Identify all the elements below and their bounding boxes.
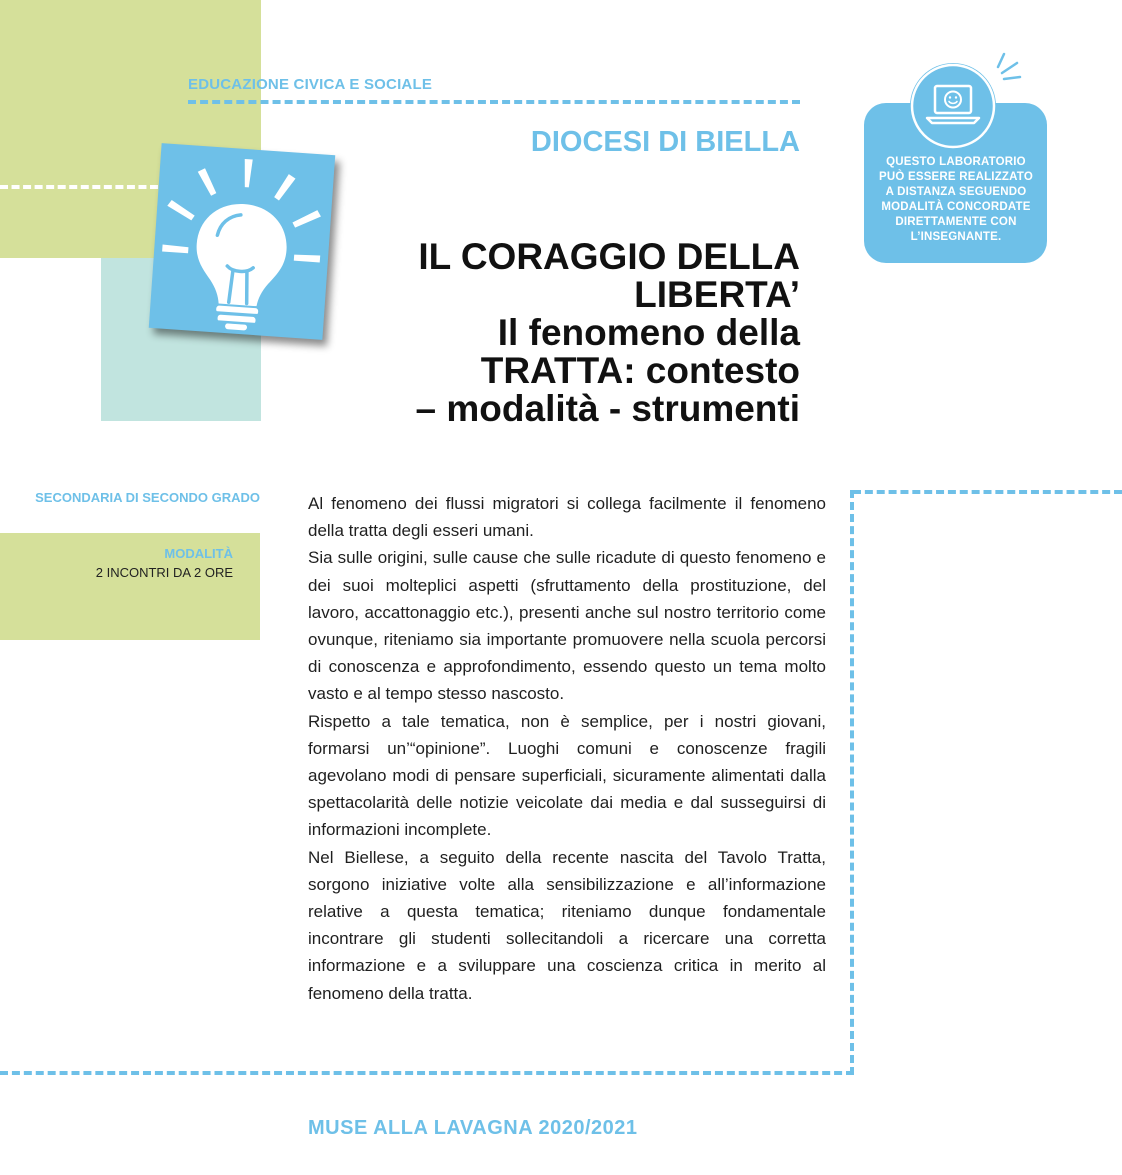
- category-label: EDUCAZIONE CIVICA E SOCIALE: [188, 76, 433, 93]
- footer-label: MUSE ALLA LAVAGNA 2020/2021: [308, 1117, 638, 1139]
- school-level-label: SECONDARIA DI SECONDO GRADO: [35, 490, 260, 505]
- body-paragraph: Rispetto a tale tematica, non è semplice, per i nostri giovani, formarsi un’“opinione”. Luoghi comuni e conoscenze fragili agevolano modi di pensare superficiali, sicuramente alimentati dalla spettacolarità delle notizie veicolate dai media e dal susseguirsi di informazioni incomplete.: [308, 711, 826, 840]
- header-divider: [188, 100, 800, 104]
- description-body: [308, 490, 826, 1007]
- organization-name: DIOCESI DI BIELLA: [530, 126, 800, 158]
- laptop-badge: [910, 63, 996, 149]
- title-line: IL CORAGGIO DELLA: [418, 236, 800, 277]
- white-dash-divider: [0, 185, 158, 189]
- title-line: – modalità - strumenti: [415, 388, 800, 429]
- frame-dash-bottom: [0, 1071, 854, 1075]
- title-line: Il fenomeno della: [497, 312, 800, 353]
- modality-label: MODALITÀ: [164, 546, 233, 561]
- remote-note-text: [872, 155, 1040, 245]
- body-paragraph: Al fenomeno dei flussi migratori si collega facilmente il fenomeno della tratta degli esseri umani.: [308, 494, 826, 541]
- spark-rays-icon: [990, 50, 1026, 86]
- remote-note-line: PUÒ ESSERE REALIZZATO: [879, 171, 1033, 183]
- body-paragraph: Nel Biellese, a seguito della recente nascita del Tavolo Tratta, sorgono iniziative volte alla sensibilizzazione e all’informazione relative a questa tematica; riteniamo dunque fondamentale incontrare gli studenti sollecitandoli a ricercare una corretta informazione e a sviluppare una coscienza critica in merito al fenomeno della tratta.: [308, 847, 826, 1003]
- remote-note-line: DIRETTAMENTE CON: [895, 216, 1017, 228]
- remote-note-line: A DISTANZA SEGUENDO: [885, 186, 1027, 198]
- title-line: TRATTA: contesto: [480, 350, 800, 391]
- body-paragraph: Sia sulle origini, sulle cause che sulle ricadute di questo fenomeno e dei suoi molteplici aspetti (sfruttamento della prostituzione, del lavoro, accattonaggio etc.), presenti anche sul nostro territorio come ovunque, riteniamo sia importante promuovere nella scuola percorsi di conoscenza e approfondimento, essendo questo un tema molto vasto e al tempo stesso nascosto.: [308, 548, 826, 704]
- title-line: LIBERTA’: [634, 274, 800, 315]
- frame-dash-vertical: [850, 490, 854, 1075]
- page-title: [300, 238, 800, 428]
- frame-dash-top: [853, 490, 1122, 494]
- modality-value: 2 INCONTRI DA 2 ORE: [95, 565, 233, 580]
- laptop-smiley-icon: [910, 63, 996, 149]
- remote-note-line: MODALITÀ CONCORDATE: [881, 201, 1031, 213]
- remote-note-line: L’INSEGNANTE.: [910, 231, 1002, 243]
- remote-note-line: QUESTO LABORATORIO: [886, 156, 1026, 168]
